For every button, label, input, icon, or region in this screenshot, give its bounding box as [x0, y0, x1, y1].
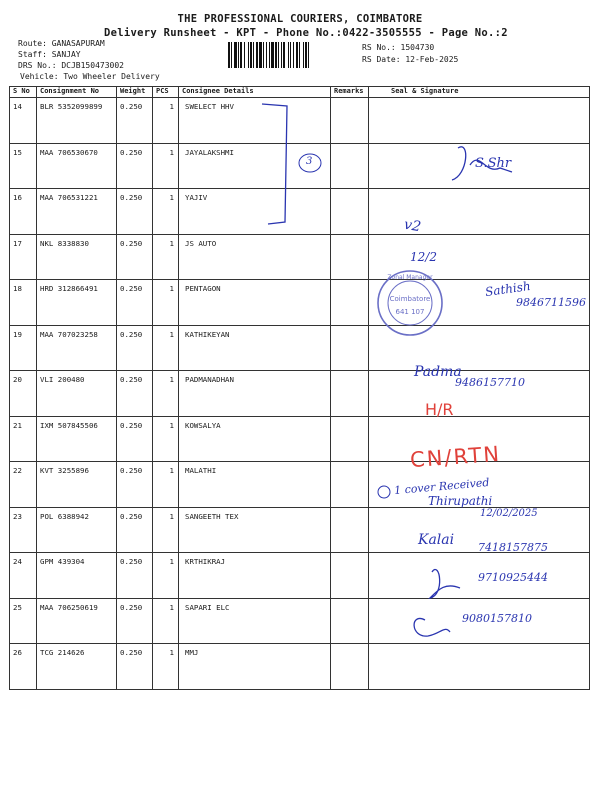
weight-cell: 0.250 — [117, 416, 153, 462]
phone-26: 9080157810 — [462, 612, 532, 625]
weight-cell: 0.250 — [117, 598, 153, 644]
remarks-cell — [331, 598, 369, 644]
barcode-bar — [253, 42, 254, 68]
barcode-bar — [228, 42, 230, 68]
drs-label: DRS No.: DCJB150473002 — [18, 61, 124, 70]
barcode-bar — [250, 42, 252, 68]
sno-cell: 21 — [10, 416, 37, 462]
col-consignee: Consignee Details — [179, 87, 331, 98]
consignee-cell: MMJ — [179, 644, 331, 690]
pcs-cell: 1 — [153, 598, 179, 644]
weight-cell: 0.250 — [117, 507, 153, 553]
sno-cell: 25 — [10, 598, 37, 644]
consignee-cell: JAYALAKSHMI — [179, 143, 331, 189]
weight-cell: 0.250 — [117, 189, 153, 235]
remarks-cell — [331, 507, 369, 553]
barcode-bar — [238, 42, 239, 68]
barcode-bar — [256, 42, 258, 68]
table-row — [10, 462, 590, 508]
vehicle-label: Vehicle: Two Wheeler Delivery — [20, 72, 160, 81]
signature-23: Thirupathi — [428, 494, 493, 508]
weight-cell: 0.250 — [117, 234, 153, 280]
consignee-cell: SWELECT HHV — [179, 98, 331, 144]
barcode-bar — [305, 42, 307, 68]
consignment-cell: POL 6388942 — [37, 507, 117, 553]
barcode-bar — [296, 42, 298, 68]
barcode-bar — [259, 42, 262, 68]
barcode-bar — [293, 42, 294, 68]
consignment-cell: NKL 8338830 — [37, 234, 117, 280]
weight-cell: 0.250 — [117, 462, 153, 508]
consignment-cell: MAA 706250619 — [37, 598, 117, 644]
barcode-bar — [269, 42, 270, 68]
stamp-city-text: Coimbatore — [389, 295, 431, 303]
remark-21-hr: H/R — [425, 400, 454, 419]
remarks-cell — [331, 98, 369, 144]
remarks-cell — [331, 416, 369, 462]
signature-24: Kalai — [418, 532, 455, 548]
table-row — [10, 325, 590, 371]
weight-cell: 0.250 — [117, 553, 153, 599]
phone-24: 7418157875 — [478, 541, 548, 554]
weight-cell: 0.250 — [117, 143, 153, 189]
consignment-cell: TCG 214626 — [37, 644, 117, 690]
phone-19: 9846711596 — [516, 296, 586, 309]
signature-cell — [369, 98, 590, 144]
weight-cell: 0.250 — [117, 325, 153, 371]
sno-cell: 23 — [10, 507, 37, 553]
remarks-cell — [331, 371, 369, 417]
company-stamp — [375, 268, 445, 338]
pcs-cell: 1 — [153, 553, 179, 599]
stamp-pin-text: 641 107 — [395, 308, 425, 316]
sno-cell: 26 — [10, 644, 37, 690]
remarks-cell — [331, 143, 369, 189]
col-sno: S No — [10, 87, 37, 98]
sno-cell: 17 — [10, 234, 37, 280]
col-consignment: Consignment No — [37, 87, 117, 98]
consignment-cell: VLI 200480 — [37, 371, 117, 417]
remarks-cell — [331, 280, 369, 326]
barcode-bar — [271, 42, 274, 68]
barcode-bar — [240, 42, 242, 68]
date-23: 12/02/2025 — [480, 508, 538, 519]
sno-cell: 19 — [10, 325, 37, 371]
pcs-cell: 1 — [153, 280, 179, 326]
barcode-bar — [281, 42, 282, 68]
remarks-cell — [331, 189, 369, 235]
remarks-cell — [331, 462, 369, 508]
barcode-bar — [234, 42, 237, 68]
signature-15: S.Shr — [475, 156, 512, 171]
weight-cell: 0.250 — [117, 280, 153, 326]
consignee-cell: PADMANADHAN — [179, 371, 331, 417]
pcs-cell: 1 — [153, 462, 179, 508]
barcode-bar — [263, 42, 264, 68]
sno-cell: 20 — [10, 371, 37, 417]
company-title: THE PROFESSIONAL COURIERS, COIMBATORE — [177, 13, 423, 25]
pcs-cell: 1 — [153, 507, 179, 553]
consignee-cell: YAJIV — [179, 189, 331, 235]
phone-25: 9710925444 — [478, 571, 548, 584]
weight-cell: 0.250 — [117, 371, 153, 417]
consignee-cell: SANGEETH TEX — [179, 507, 331, 553]
col-seal-signature: Seal & Signature — [369, 87, 590, 98]
barcode-bar — [303, 42, 304, 68]
table-header-row — [10, 87, 590, 98]
signature-17: v2 — [402, 216, 423, 236]
consignment-cell: GPM 439304 — [37, 553, 117, 599]
signature-cell — [369, 189, 590, 235]
staff-label: Staff: SANJAY — [18, 50, 81, 59]
pcs-cell: 1 — [153, 416, 179, 462]
sno-cell: 24 — [10, 553, 37, 599]
signature-20: Padma — [414, 364, 462, 380]
consignment-cell: IXM 507845506 — [37, 416, 117, 462]
barcode-bar — [231, 42, 232, 68]
pcs-cell: 1 — [153, 189, 179, 235]
pcs-cell: 1 — [153, 234, 179, 280]
sno-cell: 14 — [10, 98, 37, 144]
route-label: Route: GANASAPURAM — [18, 39, 105, 48]
table-row — [10, 189, 590, 235]
consignee-cell: KATHIKEYAN — [179, 325, 331, 371]
circled-count: 3 — [306, 156, 313, 167]
remarks-cell — [331, 553, 369, 599]
consignee-cell: PENTAGON — [179, 280, 331, 326]
col-pcs: PCS — [153, 87, 179, 98]
phone-20: 9486157710 — [455, 376, 525, 389]
sno-cell: 15 — [10, 143, 37, 189]
barcode-bar — [308, 42, 309, 68]
pcs-cell: 1 — [153, 325, 179, 371]
sno-cell: 18 — [10, 280, 37, 326]
consignment-cell: KVT 3255896 — [37, 462, 117, 508]
col-remarks: Remarks — [331, 87, 369, 98]
pcs-cell: 1 — [153, 98, 179, 144]
table-row — [10, 416, 590, 462]
stamp-top-text: Zonal Manager — [387, 274, 433, 281]
barcode-image — [228, 42, 355, 68]
weight-cell: 0.250 — [117, 98, 153, 144]
consignment-cell: MAA 707023258 — [37, 325, 117, 371]
consignee-cell: MALATHI — [179, 462, 331, 508]
pcs-cell: 1 — [153, 644, 179, 690]
rs-number: RS No.: 1504730 — [362, 43, 435, 52]
table-row — [10, 644, 590, 690]
consignment-cell: BLR 5352099899 — [37, 98, 117, 144]
signature-18-date: 12/2 — [410, 250, 437, 264]
table-row — [10, 234, 590, 280]
barcode-bar — [248, 42, 249, 68]
signature-cell — [369, 644, 590, 690]
consignee-cell: JS AUTO — [179, 234, 331, 280]
barcode-bar — [299, 42, 300, 68]
barcode-bar — [288, 42, 289, 68]
barcode-bar — [266, 42, 267, 68]
consignee-cell: SAPARI ELC — [179, 598, 331, 644]
consignee-cell: KRTHIKRAJ — [179, 553, 331, 599]
col-weight: Weight — [117, 87, 153, 98]
rs-date: RS Date: 12-Feb-2025 — [362, 55, 459, 64]
consignment-cell: MAA 706531221 — [37, 189, 117, 235]
sno-cell: 22 — [10, 462, 37, 508]
barcode-bar — [278, 42, 279, 68]
barcode-bar — [275, 42, 277, 68]
barcode-bar — [244, 42, 245, 68]
remarks-cell — [331, 325, 369, 371]
consignee-cell: KOWSALYA — [179, 416, 331, 462]
sno-cell: 16 — [10, 189, 37, 235]
consignment-cell: HRD 312866491 — [37, 280, 117, 326]
pcs-cell: 1 — [153, 371, 179, 417]
remark-22-cn-rtn: CN/RTN — [409, 441, 502, 473]
barcode-bar — [290, 42, 291, 68]
weight-cell: 0.250 — [117, 644, 153, 690]
remarks-cell — [331, 234, 369, 280]
note-23: 1 cover Received — [393, 475, 490, 498]
table-row — [10, 98, 590, 144]
remarks-cell — [331, 644, 369, 690]
pcs-cell: 1 — [153, 143, 179, 189]
runsheet-subtitle: Delivery Runsheet - KPT - Phone No.:0422-3505555 - Page No.:2 — [104, 27, 508, 39]
barcode-bar — [283, 42, 285, 68]
signature-18: Sathish — [484, 278, 532, 300]
consignment-cell: MAA 706530670 — [37, 143, 117, 189]
